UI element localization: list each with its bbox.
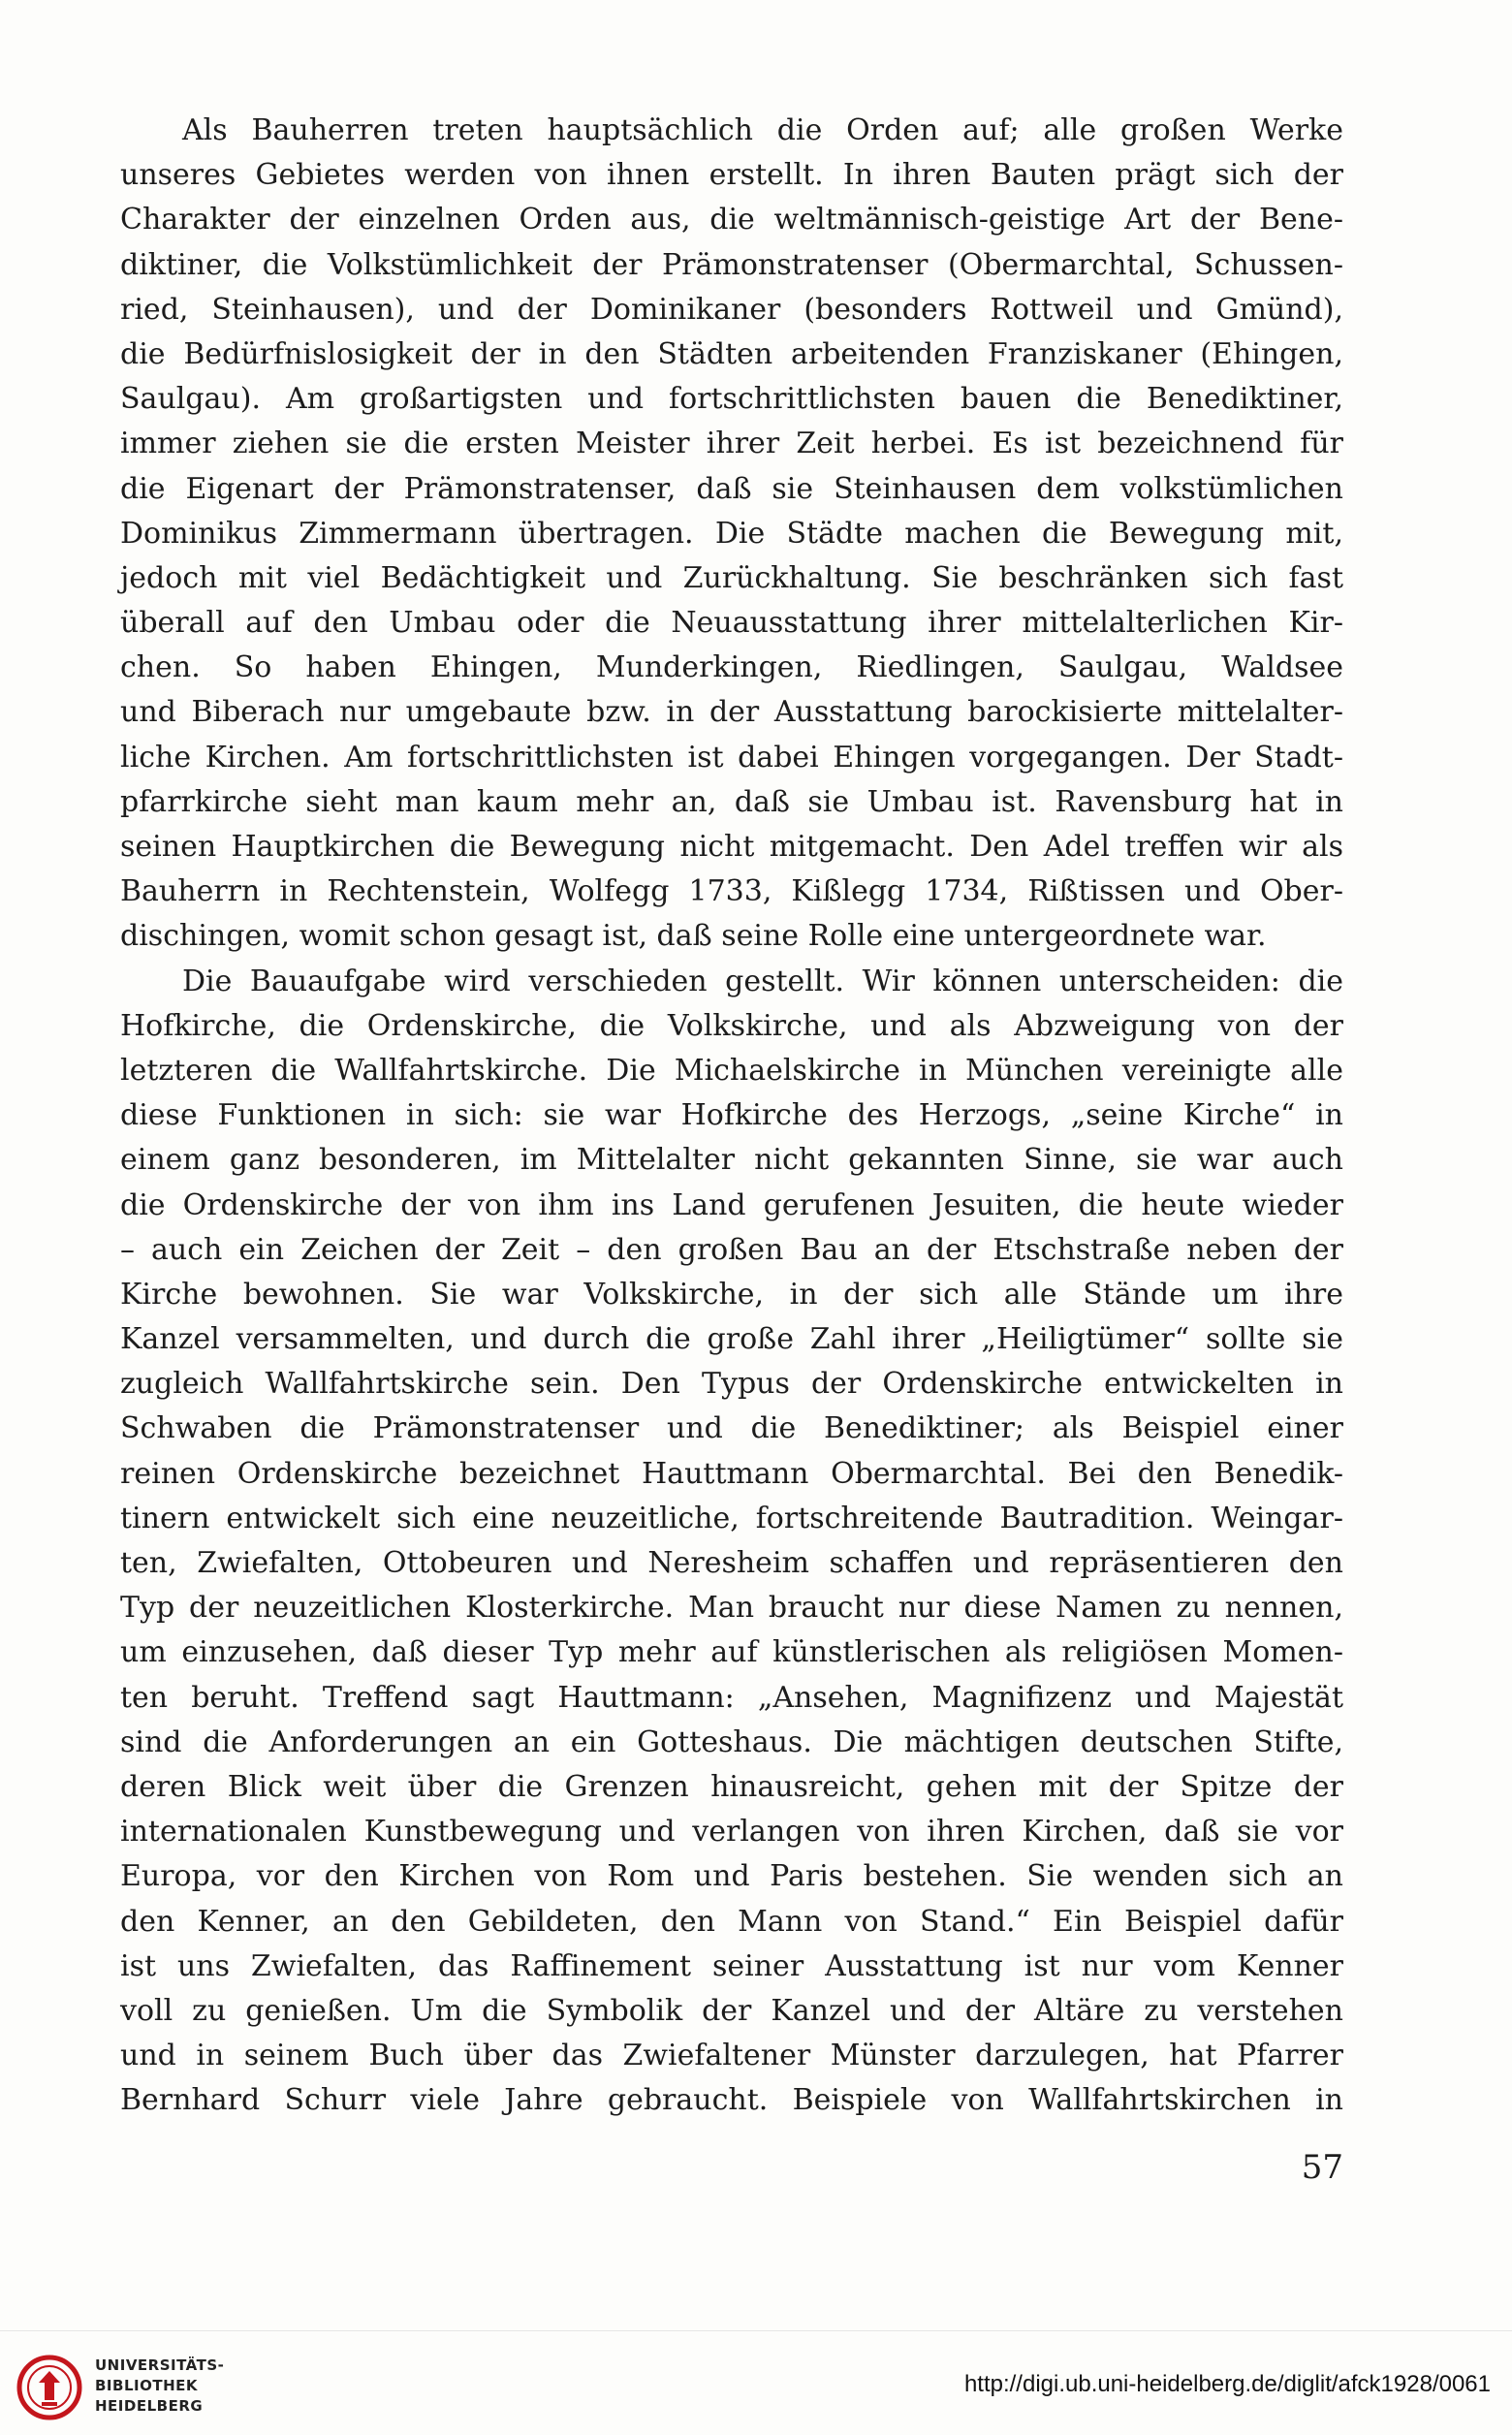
text-line: die Eigenart der Prämonstratenser, daß sie Steinhausen dem volkstümlichen bbox=[120, 471, 1343, 506]
text-line: Hofkirche, die Ordenskirche, die Volkskirche, und als Abzweigung von der bbox=[120, 1008, 1343, 1043]
text-line: tinern entwickelt sich eine neuzeitliche, fortschreitende Bautradition. Weingar- bbox=[120, 1501, 1343, 1535]
text-line: unseres Gebietes werden von ihnen erstellt. In ihren Bauten prägt sich der bbox=[120, 158, 1343, 193]
text-line: reinen Ordenskirche bezeichnet Hauttmann Obermarchtal. Bei den Benedik- bbox=[120, 1456, 1343, 1491]
page-number: 57 bbox=[1301, 2148, 1343, 2187]
text-line: Kanzel versammelten, und durch die große Zahl ihrer „Heiligtümer“ sollte sie bbox=[120, 1322, 1343, 1357]
text-line: um einzusehen, daß dieser Typ mehr auf künstlerischen als religiösen Momen- bbox=[120, 1635, 1343, 1670]
text-line: internationalen Kunstbewegung und verlangen von ihren Kirchen, daß sie vor bbox=[120, 1815, 1343, 1850]
text-line: dischingen, womit schon gesagt ist, daß seine Rolle eine untergeordnete war. bbox=[120, 919, 1267, 954]
text-line: Europa, vor den Kirchen von Rom und Paris bestehen. Sie wenden sich an bbox=[120, 1859, 1343, 1894]
text-line: einem ganz besonderen, im Mittelalter nicht gekannten Sinne, sie war auch bbox=[120, 1143, 1343, 1178]
text-line: deren Blick weit über die Grenzen hinausreicht, gehen mit der Spitze der bbox=[120, 1769, 1343, 1804]
text-line: Bauherrn in Rechtenstein, Wolfegg 1733, Kißlegg 1734, Rißtissen und Ober- bbox=[120, 874, 1343, 909]
text-line: diese Funktionen in sich: sie war Hofkirche des Herzogs, „seine Kirche“ in bbox=[120, 1098, 1343, 1133]
text-line: ried, Steinhausen), und der Dominikaner (besonders Rottweil und Gmünd), bbox=[120, 292, 1343, 327]
text-line: pfarrkirche sieht man kaum mehr an, daß sie Umbau ist. Ravensburg hat in bbox=[120, 784, 1343, 819]
text-line: die Bedürfnislosigkeit der in den Städten arbeitenden Franziskaner (Ehingen, bbox=[120, 336, 1343, 371]
text-line: Als Bauherren treten hauptsächlich die Orden auf; alle großen Werke bbox=[182, 113, 1343, 147]
text-line: Bernhard Schurr viele Jahre gebraucht. Beispiele von Wallfahrtskirchen in bbox=[120, 2083, 1343, 2118]
logo-line: HEIDELBERG bbox=[95, 2397, 204, 2415]
text-line: ten beruht. Treffend sagt Hauttmann: „Ansehen, Magnifizenz und Majestät bbox=[120, 1680, 1343, 1715]
logo-line: BIBLIOTHEK bbox=[95, 2377, 198, 2394]
text-line: und in seinem Buch über das Zwiefaltener Münster darzulegen, hat Pfarrer bbox=[120, 2039, 1343, 2073]
text-line: voll zu genießen. Um die Symbolik der Kanzel und der Altäre zu verstehen bbox=[120, 1993, 1343, 2028]
university-seal-icon bbox=[16, 2354, 83, 2421]
text-line: überall auf den Umbau oder die Neuausstattung ihrer mittelalterlichen Kir- bbox=[120, 606, 1343, 641]
text-line: chen. So haben Ehingen, Munderkingen, Riedlingen, Saulgau, Waldsee bbox=[120, 650, 1343, 685]
text-line: Dominikus Zimmermann übertragen. Die Städte machen die Bewegung mit, bbox=[120, 516, 1343, 551]
text-line: sind die Anforderungen an ein Gotteshaus. Die mächtigen deutschen Stifte, bbox=[120, 1724, 1343, 1759]
text-line: diktiner, die Volkstümlichkeit der Prämonstratenser (Obermarchtal, Schussen- bbox=[120, 247, 1343, 282]
logo-line: UNIVERSITÄTS- bbox=[95, 2356, 225, 2374]
text-line: jedoch mit viel Bedächtigkeit und Zurückhaltung. Sie beschränken sich fast bbox=[120, 560, 1343, 595]
library-name bbox=[95, 2356, 224, 2417]
text-line: Die Bauaufgabe wird verschieden gestellt. Wir können unterscheiden: die bbox=[182, 964, 1343, 998]
text-line: immer ziehen sie die ersten Meister ihrer Zeit herbei. Es ist bezeichnend für bbox=[120, 427, 1343, 461]
text-line: den Kenner, an den Gebildeten, den Mann von Stand.“ Ein Beispiel dafür bbox=[120, 1904, 1343, 1939]
footer-divider bbox=[0, 2330, 1512, 2331]
text-line: Typ der neuzeitlichen Klosterkirche. Man braucht nur diese Namen zu nennen, bbox=[120, 1591, 1343, 1626]
text-line: zugleich Wallfahrtskirche sein. Den Typus der Ordenskirche entwickelten in bbox=[120, 1367, 1343, 1402]
text-line: Charakter der einzelnen Orden aus, die weltmännisch-geistige Art der Bene- bbox=[120, 203, 1343, 237]
text-line: und Biberach nur umgebaute bzw. in der Ausstattung barockisierte mittelalter- bbox=[120, 695, 1343, 730]
text-line: Schwaben die Prämonstratenser und die Benediktiner; als Beispiel einer bbox=[120, 1411, 1343, 1446]
source-url-link[interactable]: http://digi.ub.uni-heidelberg.de/diglit/afck1928/0061 bbox=[963, 2371, 1491, 2397]
text-line: Saulgau). Am großartigsten und fortschrittlichsten bauen die Benediktiner, bbox=[120, 382, 1343, 417]
text-line: Kirche bewohnen. Sie war Volkskirche, in der sich alle Stände um ihre bbox=[120, 1277, 1343, 1312]
library-logo[interactable] bbox=[12, 2350, 419, 2423]
text-line: die Ordenskirche der von ihm ins Land gerufenen Jesuiten, die heute wieder bbox=[120, 1187, 1343, 1222]
text-line: ist uns Zwiefalten, das Raffinement seiner Ausstattung ist nur vom Kenner bbox=[120, 1948, 1343, 1983]
text-line: liche Kirchen. Am fortschrittlichsten ist dabei Ehingen vorgegangen. Der Stadt- bbox=[120, 740, 1343, 775]
text-line: – auch ein Zeichen der Zeit – den großen Bau an der Etschstraße neben der bbox=[120, 1232, 1343, 1267]
body-text bbox=[120, 109, 1343, 2123]
text-line: letzteren die Wallfahrtskirche. Die Michaelskirche in München vereinigte alle bbox=[120, 1053, 1343, 1088]
text-line: ten, Zwiefalten, Ottobeuren und Neresheim schaffen und repräsentieren den bbox=[120, 1546, 1343, 1580]
text-line: seinen Hauptkirchen die Bewegung nicht mitgemacht. Den Adel treffen wir als bbox=[120, 830, 1343, 864]
